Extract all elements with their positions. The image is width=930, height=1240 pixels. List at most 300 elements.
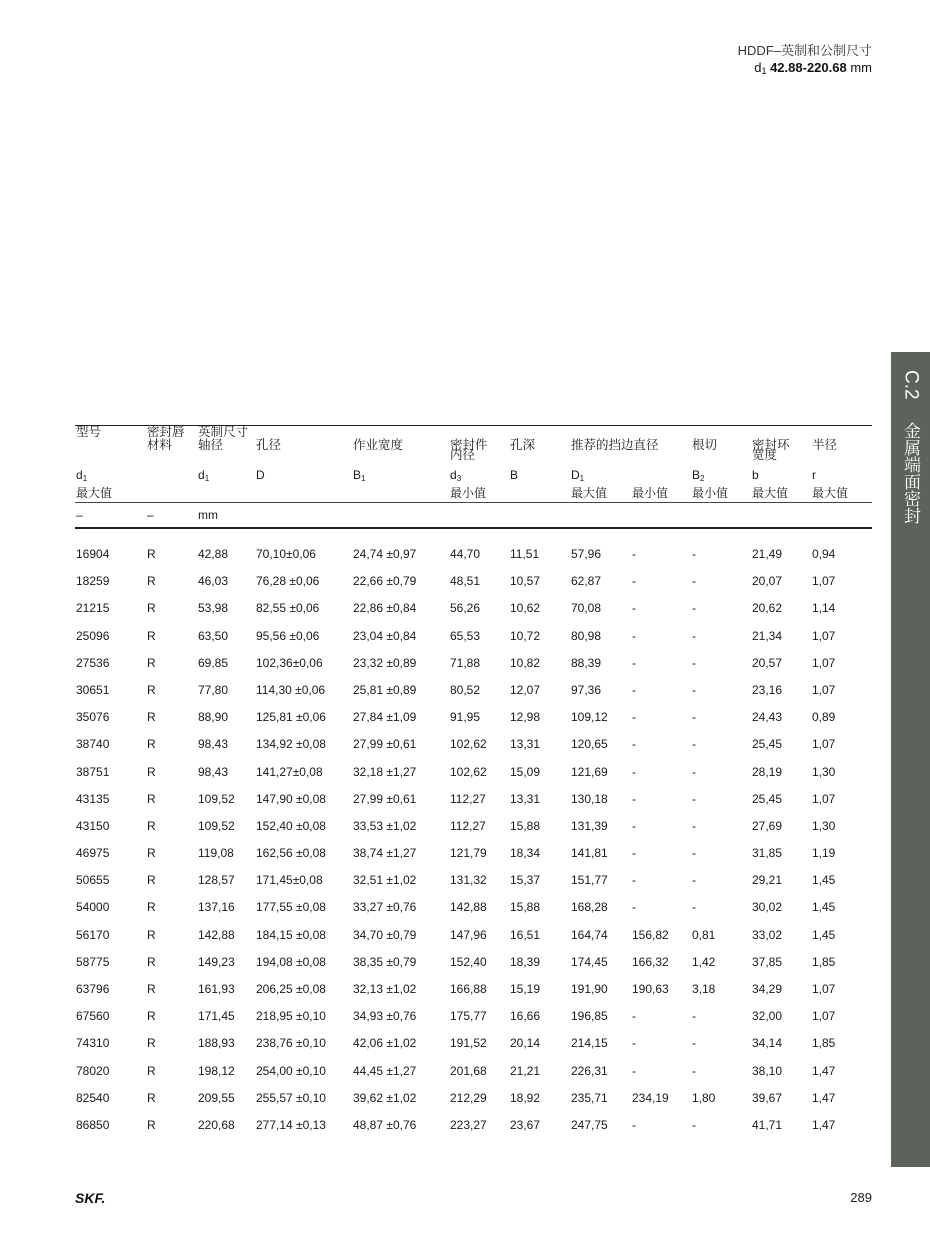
table-cell: 33,27 ±0,76 [353,900,417,915]
table-cell: R [147,791,156,806]
table-cell: R [147,954,156,969]
table-cell: 23,32 ±0,89 [353,655,417,670]
unit-dash-1: – [75,503,146,529]
table-cell: - [692,900,696,915]
limit-shoulder-min: 最小值 [632,486,669,500]
table-cell: 1,07 [812,682,836,697]
table-cell: - [632,628,636,643]
table-cell: - [632,818,636,833]
page-number: 289 [850,1190,872,1205]
table-cell: 30651 [76,682,110,697]
table-cell: 214,15 [571,1036,608,1051]
table-cell: 109,52 [198,791,235,806]
table-cell: 33,02 [752,927,783,942]
table-cell: - [632,764,636,779]
table-cell: 16904 [76,547,110,561]
unit-mm: mm [197,503,872,529]
col-seal-id-1: 密封件 [450,438,488,452]
table-cell: 206,25 ±0,08 [256,982,326,996]
table-row [75,867,872,894]
table-cell: 44,70 [450,547,481,561]
table-cell: 21215 [76,601,110,616]
table-cell: 277,14 ±0,13 [256,1117,326,1132]
table-cell: 18,92 [510,1090,541,1105]
table-cell: 1,30 [812,764,836,779]
table-cell: 188,93 [198,1036,235,1051]
table-cell: 44,45 ±1,27 [353,1063,417,1078]
table-cell: 34,70 ±0,79 [353,927,417,942]
table-cell: 38,35 ±0,79 [353,954,417,969]
table-cell: 33,53 ±1,02 [353,818,417,833]
table-cell: - [632,1063,636,1078]
skf-logo [75,1190,121,1206]
table-cell: 27,84 ±1,09 [353,710,417,725]
table-row [75,595,872,622]
table-cell: 28,19 [752,764,783,779]
table-cell: 88,39 [571,655,602,670]
table-cell: 25,45 [752,791,783,806]
dimensions-table [75,425,872,1139]
section-side-tab [891,352,930,1167]
col-lip-material-2: 材料 [147,438,173,452]
table-row [75,541,872,568]
table-cell: 218,95 ±0,10 [256,1009,326,1024]
table-cell: 82,55 ±0,06 [256,601,320,616]
table-cell: 91,95 [450,710,481,725]
page-header [738,42,872,80]
table-cell: 1,07 [812,574,836,589]
table-row [75,922,872,949]
table-cell: 46,03 [198,574,229,589]
table-cell: - [632,791,636,806]
table-cell: 112,27 [450,818,486,833]
table-cell: 13,31 [510,737,541,752]
table-row [75,1085,872,1112]
table-cell: 80,52 [450,682,481,697]
table-cell: 27,99 ±0,61 [353,791,417,806]
header-row-symbols [75,468,872,486]
table-cell: R [147,628,156,643]
table-cell: 74310 [76,1036,110,1051]
sym-d1: $d_1$ [198,468,210,483]
header-range [738,59,872,80]
header-row-limits [75,486,872,503]
table-row [75,759,872,786]
table-cell: 20,57 [752,655,783,670]
table-head [75,426,872,542]
table-row [75,813,872,840]
table-cell: 23,04 ±0,84 [353,628,417,643]
table-cell: 38740 [76,737,110,752]
table-cell: R [147,655,156,670]
table-cell: - [632,655,636,670]
table-cell: 212,29 [450,1090,487,1105]
table-cell: 38,74 ±1,27 [353,846,417,861]
table-cell: - [632,737,636,752]
table-cell: 25,45 [752,737,783,752]
table-cell: 142,88 [450,900,487,915]
table-row [75,568,872,595]
col-shaft: 轴径 [198,438,224,452]
table-cell: - [692,682,696,697]
skf-logo-text: SKF. [75,1190,106,1206]
sym-d3: $d_3$ [450,468,462,483]
table-cell: 71,88 [450,655,481,670]
table-cell: 141,81 [571,846,608,861]
section-code: C.2 [900,370,922,400]
table-cell: 21,34 [752,628,783,643]
table-cell: 35076 [76,710,110,725]
sym-B: B [510,468,519,482]
table-cell: 191,52 [450,1036,487,1051]
table-cell: - [632,1036,636,1051]
sym-r: r [812,468,816,482]
table-cell: 1,45 [812,927,836,942]
table-cell: 15,37 [510,873,541,888]
table-cell: 3,18 [692,982,716,996]
table-cell: - [632,900,636,915]
table-cell: 32,51 ±1,02 [353,873,417,888]
unit-row [75,503,872,529]
table-cell: - [692,547,696,561]
table-cell: 130,18 [571,791,608,806]
table-cell: 174,45 [571,954,608,969]
table-cell: 48,87 ±0,76 [353,1117,417,1132]
table-cell: 11,51 [510,547,540,561]
table-row [75,894,872,921]
table-cell: 13,31 [510,791,541,806]
table-cell: 22,86 ±0,84 [353,601,417,616]
table-cell: 121,79 [450,846,487,861]
table-cell: 23,67 [510,1117,541,1132]
table-cell: 12,07 [510,682,541,697]
col-ring-width [751,440,811,468]
table-cell: - [692,846,696,861]
table-cell: 12,98 [510,710,541,725]
table-cell: 29,21 [752,873,783,888]
table-cell: 1,14 [812,601,836,616]
table-cell: 27536 [76,655,110,670]
table-cell: 1,07 [812,1009,836,1024]
col-width: 作业宽度 [353,438,404,452]
table-cell: 128,57 [198,873,235,888]
table-cell: 201,68 [450,1063,487,1078]
table-cell: 54000 [76,900,110,915]
table-cell: 15,09 [510,764,541,779]
table-cell: 220,68 [198,1117,235,1132]
table-cell: 112,27 [450,791,486,806]
table-cell: 137,16 [198,900,235,915]
table-row [75,1003,872,1030]
col-shoulder: 推荐的挡边直径 [571,438,659,452]
table-cell: R [147,900,156,915]
table-cell: 177,55 ±0,08 [256,900,326,915]
table-cell: R [147,1063,156,1078]
table-cell: 1,45 [812,873,836,888]
table-cell: R [147,873,156,888]
limit-ring-width: 最大值 [752,486,789,500]
table-cell: - [692,818,696,833]
table-cell: 147,90 ±0,08 [256,791,326,806]
table-cell: 24,43 [752,710,783,725]
table-cell: 0,94 [812,547,836,561]
table-cell: - [632,873,636,888]
table-cell: 38751 [76,764,110,779]
table-cell: 1,07 [812,737,836,752]
table-cell: 119,08 [198,846,234,861]
table-cell: 27,99 ±0,61 [353,737,417,752]
table-cell: - [692,737,696,752]
table-cell: 164,74 [571,927,608,942]
table-cell: 97,36 [571,682,602,697]
table-cell: R [147,1009,156,1024]
limit-type: 最大值 [76,486,113,500]
table-cell: 102,62 [450,764,487,779]
table-cell: 184,15 ±0,08 [256,927,326,942]
table-cell: 41,71 [752,1117,783,1132]
table-cell: R [147,982,156,996]
table-cell: - [692,574,696,589]
table-cell: 48,51 [450,574,481,589]
table-row [75,976,872,1003]
table-cell: 78020 [76,1063,110,1078]
table-cell: 18259 [76,574,110,589]
table-cell: 1,19 [812,846,836,861]
table-cell: - [692,1036,696,1051]
table-body [75,541,872,1139]
unit-dash-2: – [146,503,197,529]
table-cell: 0,81 [692,927,716,942]
table-cell: 1,07 [812,791,836,806]
table-row [75,704,872,731]
table-cell: R [147,574,156,589]
table-cell: 56170 [76,927,110,942]
table-cell: R [147,737,156,752]
table-cell: R [147,764,156,779]
table-cell: 20,14 [510,1036,541,1051]
table-cell: 10,57 [510,574,541,589]
table-cell: 1,85 [812,954,836,969]
table-cell: 63796 [76,982,110,996]
table-cell: R [147,601,156,616]
table-cell: 254,00 ±0,10 [256,1063,326,1078]
table-cell: R [147,927,156,942]
table-cell: 42,88 [198,547,229,561]
table-cell: 15,88 [510,818,541,833]
table-cell: 15,88 [510,900,541,915]
table-cell: 168,28 [571,900,608,915]
table-cell: - [692,655,696,670]
table-cell: - [632,682,636,697]
table-cell: 20,07 [752,574,783,589]
range-subscript: 1 [761,66,767,76]
table-cell: 162,56 ±0,08 [256,846,326,861]
table-cell: 98,43 [198,737,229,752]
table-cell: 125,81 ±0,06 [256,710,326,725]
table-cell: 16,66 [510,1009,541,1024]
table-cell: 247,75 [571,1117,608,1132]
table-cell: 156,82 [632,927,669,942]
table-cell: 131,32 [450,873,487,888]
table-cell: 38,10 [752,1063,783,1078]
table-cell: 1,80 [692,1090,716,1105]
table-row [75,840,872,867]
table-cell: 24,74 ±0,97 [353,547,417,561]
table-cell: 31,85 [752,846,783,861]
table-cell: 76,28 ±0,06 [256,574,320,589]
table-cell: 37,85 [752,954,783,969]
table-cell: 1,45 [812,900,836,915]
table-cell: R [147,682,156,697]
table-cell: 134,92 ±0,08 [256,737,326,752]
table-cell: R [147,1090,156,1105]
table-cell: - [692,1117,696,1132]
limit-undercut: 最小值 [692,486,729,500]
table-cell: 151,77 [571,873,608,888]
table-cell: 102,62 [450,737,487,752]
table-cell: 198,12 [198,1063,235,1078]
table-cell: 149,23 [198,954,235,969]
range-unit: mm [850,60,872,75]
sym-B1: $B_1$ [353,468,366,483]
table-cell: 77,80 [198,682,229,697]
table-cell: 30,02 [752,900,783,915]
table-cell: 22,66 ±0,79 [353,574,417,589]
table-cell: - [632,710,636,725]
table-cell: R [147,1117,156,1132]
table-cell: 23,16 [752,682,783,697]
range-value: 42.88-220.68 [770,60,847,75]
table-row [75,786,872,813]
table-cell: - [632,574,636,589]
table-cell: 10,62 [510,601,541,616]
table-cell: 109,52 [198,818,235,833]
table-cell: 175,77 [450,1009,487,1024]
table-row [75,731,872,758]
table-cell: - [692,873,696,888]
table-cell: R [147,818,156,833]
table-cell: 1,30 [812,818,836,833]
table-cell: 1,07 [812,628,836,643]
table-cell: 147,96 [450,927,487,942]
table-cell: 63,50 [198,628,229,643]
table-cell: 43135 [76,791,110,806]
table-cell: 121,69 [571,764,608,779]
table-row [75,650,872,677]
table-cell: 255,57 ±0,10 [256,1090,326,1105]
sym-B2: $B_2$ [692,468,705,483]
table-row [75,949,872,976]
table-cell: 226,31 [571,1063,608,1078]
table-cell: 16,51 [510,927,541,942]
table-cell: 21,49 [752,547,783,561]
table-cell: 10,82 [510,655,541,670]
table-cell: 70,08 [571,601,602,616]
table-cell: 131,39 [571,818,608,833]
table-cell: 102,36±0,06 [256,655,323,670]
table-cell: - [692,1009,696,1024]
table-cell: 69,85 [198,655,229,670]
table-cell: 166,32 [632,954,669,969]
limit-shoulder-max: 最大值 [571,486,608,500]
table-cell: 95,56 ±0,06 [256,628,320,643]
table-cell: 34,93 ±0,76 [353,1009,417,1024]
table-cell: 98,43 [198,764,229,779]
col-ring-width-1: 密封环 [752,438,790,452]
table-cell: 1,47 [812,1063,836,1078]
table-cell: 82540 [76,1090,110,1105]
table-cell: 25,81 ±0,89 [353,682,417,697]
table-cell: 235,71 [571,1090,608,1105]
table-cell: 141,27±0,08 [256,764,323,779]
table-cell: - [692,628,696,643]
table-cell: 27,69 [752,818,783,833]
table-cell: 234,19 [632,1090,669,1105]
table-cell: R [147,710,156,725]
table-cell: 20,62 [752,601,783,616]
col-lip-material-1: 密封唇 [147,425,185,439]
col-bore: 孔径 [256,438,282,452]
table-cell: 70,10±0,06 [256,547,316,561]
table-cell: - [632,601,636,616]
table-cell: 39,67 [752,1090,783,1105]
section-label: 金属端面密封 [901,421,920,524]
limit-radius: 最大值 [812,486,849,500]
table-cell: 18,34 [510,846,541,861]
table-cell: 114,30 ±0,06 [256,682,326,697]
sym-D: D [256,468,265,482]
table-cell: 223,27 [450,1117,487,1132]
table-row [75,1112,872,1139]
table-cell: 88,90 [198,710,229,725]
col-radius: 半径 [812,438,838,452]
table-cell: R [147,1036,156,1051]
table-cell: - [692,601,696,616]
table-cell: 120,65 [571,737,608,752]
table-cell: 1,42 [692,954,716,969]
table-cell: 39,62 ±1,02 [353,1090,417,1105]
table-cell: 42,06 ±1,02 [353,1036,417,1051]
table-cell: 34,14 [752,1036,783,1051]
table-row [75,623,872,650]
col-seal-id [449,440,509,468]
table-cell: 166,88 [450,982,487,996]
range-symbol: d [754,60,762,75]
table-cell: 190,63 [632,982,669,996]
table-cell: 1,47 [812,1117,836,1132]
table-cell: 10,72 [510,628,541,643]
table-cell: 57,96 [571,547,602,561]
table-cell: 86850 [76,1117,110,1132]
table-cell: 58775 [76,954,110,969]
table-cell: 0,89 [812,710,836,725]
table-cell: 171,45 [198,1009,235,1024]
table-cell: 191,90 [571,982,608,996]
table-cell: 194,08 ±0,08 [256,954,326,969]
col-ring-width-2: 宽度 [752,448,778,462]
table-cell: 53,98 [198,601,229,616]
table-cell: 32,18 ±1,27 [353,764,417,779]
table-cell: 196,85 [571,1009,608,1024]
table-cell: - [632,547,636,561]
table-cell: 161,93 [198,982,235,996]
table-cell: 18,39 [510,954,541,969]
table-cell: 50655 [76,873,110,888]
table-cell: 1,07 [812,982,836,996]
table-cell: 15,19 [510,982,541,996]
limit-seal-id: 最小值 [450,486,487,500]
col-seal-id-2: 内径 [450,448,476,462]
